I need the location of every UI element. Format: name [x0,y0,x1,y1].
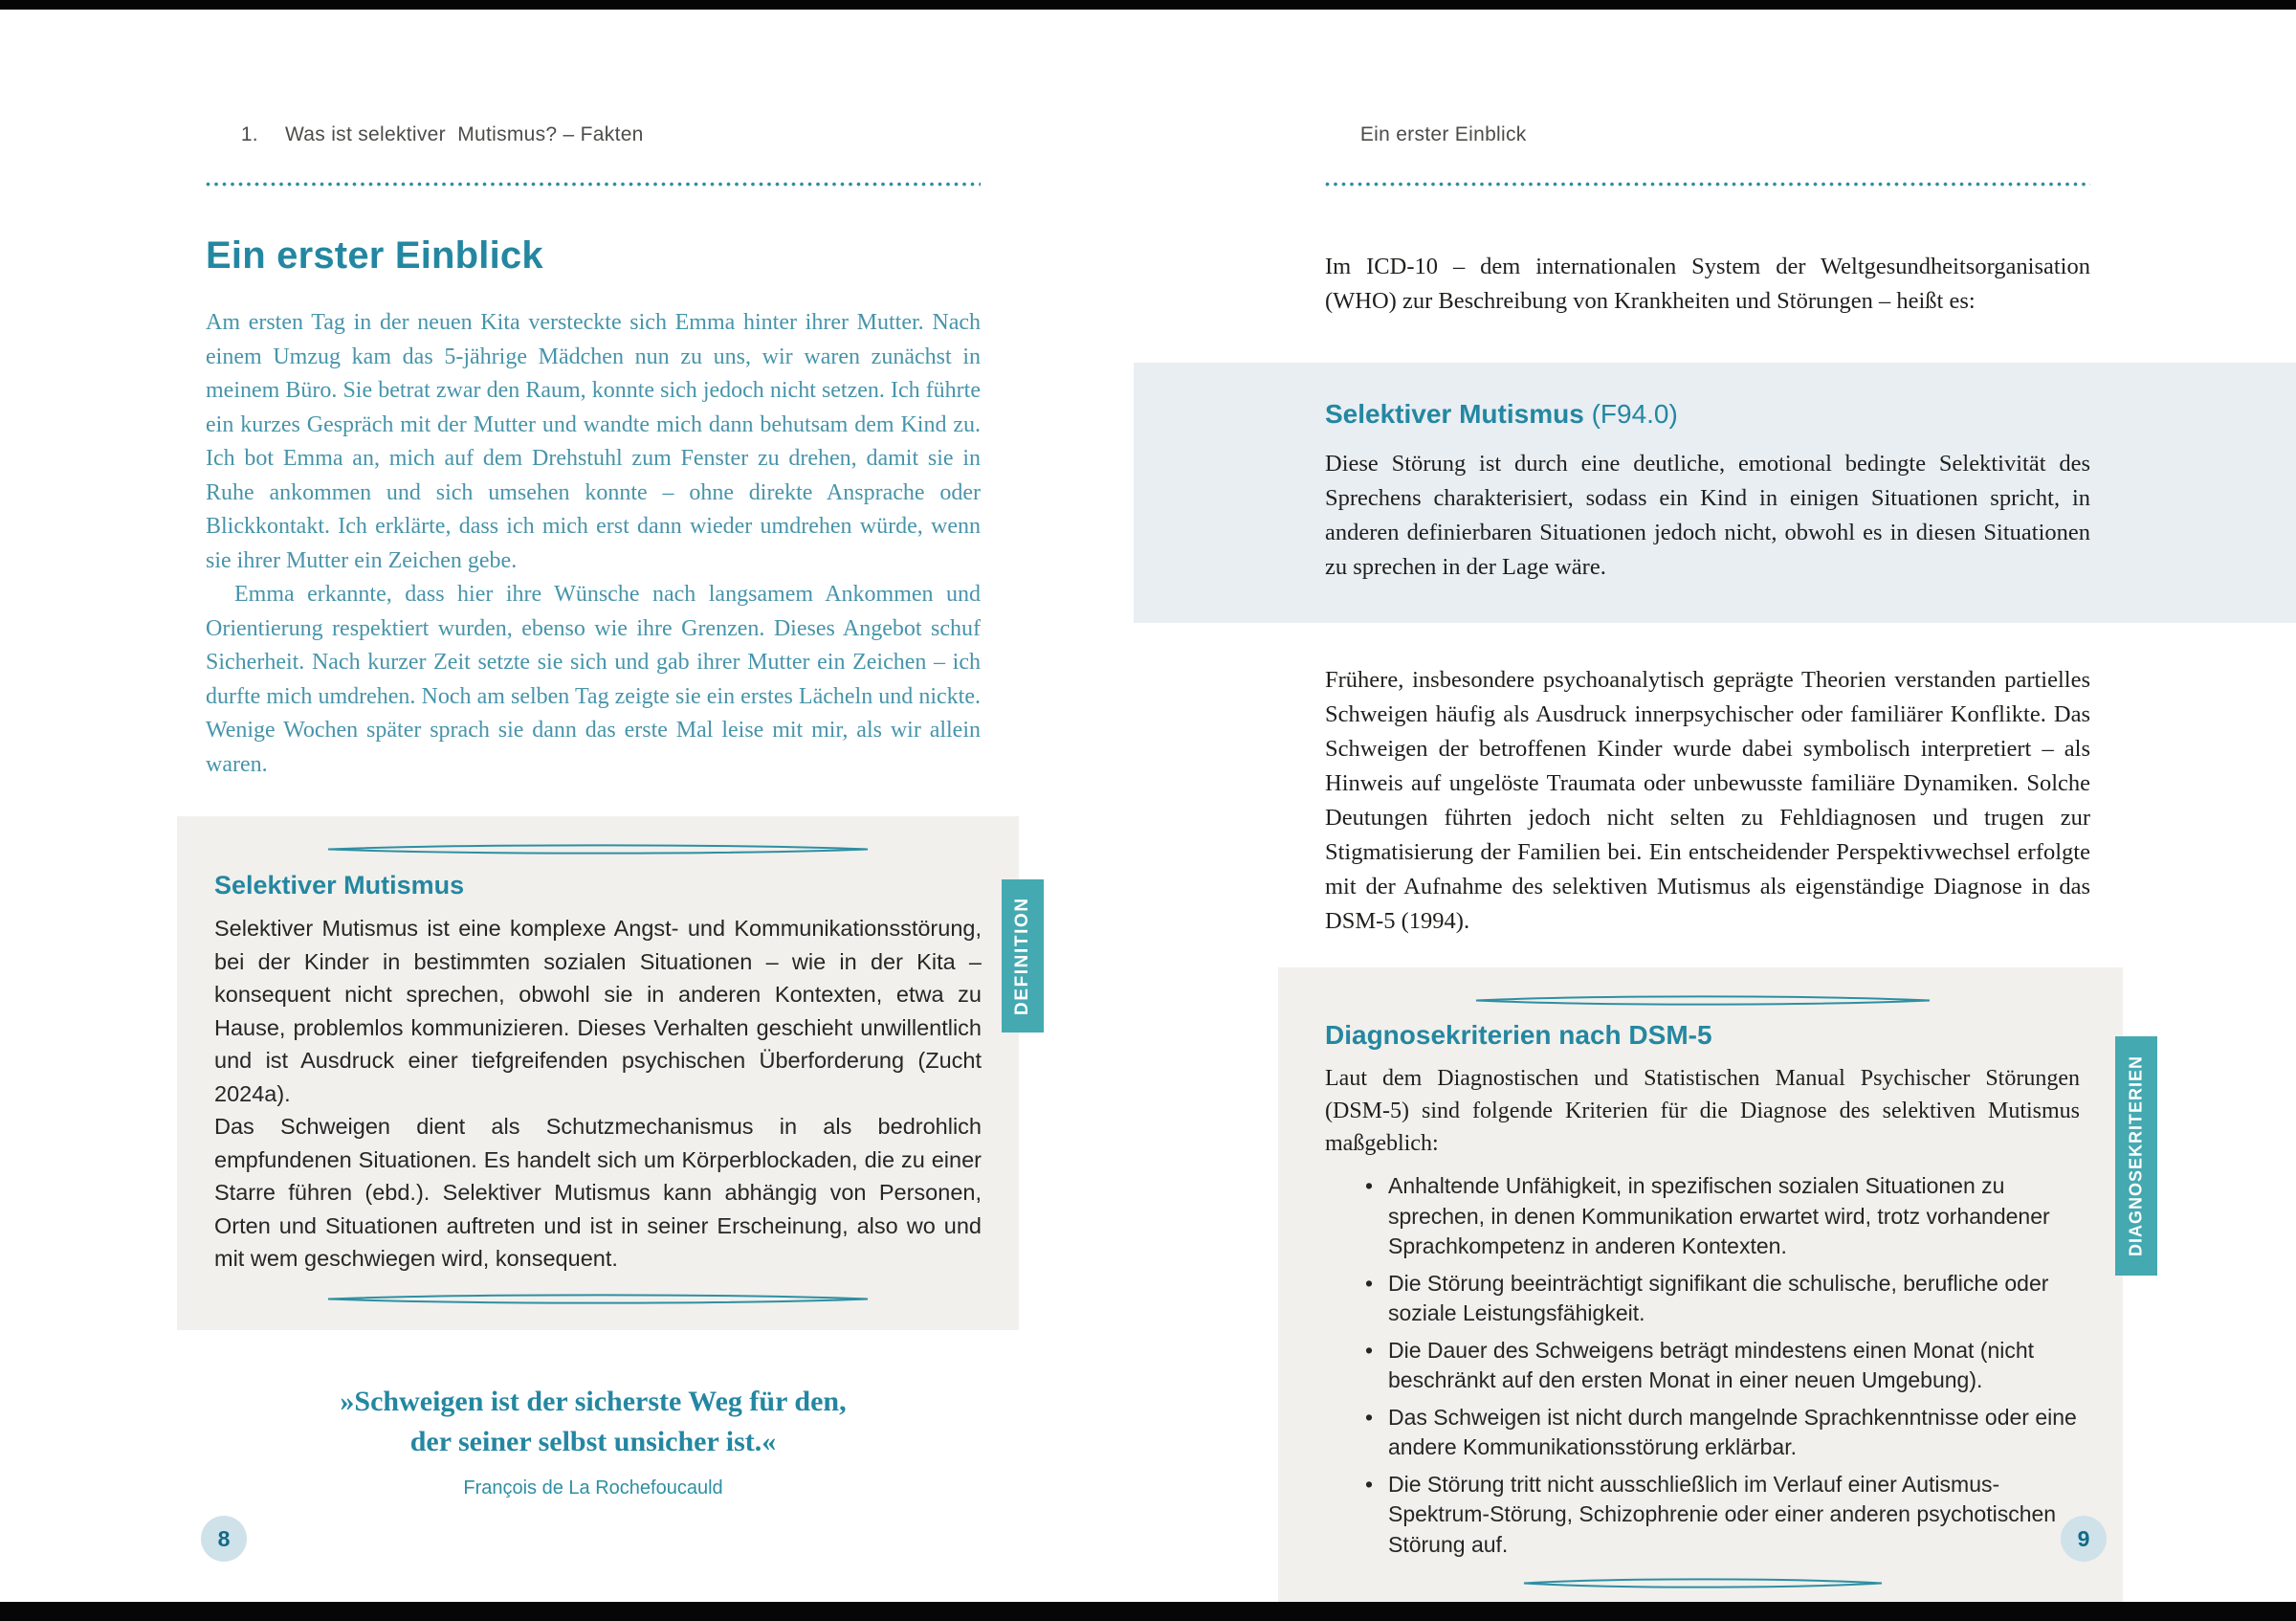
dsm-criterion: • Die Störung tritt nicht ausschließlich im Verlauf einer Autismus-Spektrum-Störung, Schizophrenie oder einer anderen psychotischen Störung auf. [1363,1470,2080,1561]
dsm-box-title: Diagnosekriterien nach DSM-5 [1325,1020,1712,1050]
running-header-left [206,100,981,169]
definition-paragraph: Selektiver Mutismus ist eine komplexe Angst- und Kommunikationsstörung, bei der Kinder in bestimmten sozialen Situationen – wie in der Kita – konsequent nicht sprechen, obwohl sie in anderen Kontexten, etwa zu Hause, problemlos kommunizieren. Dieses Verhalten geschieht unwillentlich und ist Ausdruck einer tiefgreifenden psychischen Überforderung (Zucht 2024a). [214,916,982,1106]
running-header-text: Ein erster Einblick [1359,123,1527,145]
quote-line: »Schweigen ist der sicherste Weg für den, [340,1385,847,1417]
narrative-paragraph: Am ersten Tag in der neuen Kita versteckte sich Emma hinter ihrer Mutter. Nach einem Umzug kam das 5-jährige Mädchen nun zu uns, wir waren zunächst in meinem Büro. Sie betrat zwar den Raum, konnte sich jedoch nicht setzen. Ich führte ein kurzes Gespräch mit der Mutter und wandte mich dann behutsam dem Kind zu. Ich bot Emma an, mich auf dem Drehstuhl zum Fenster zu drehen, damit sie in Ruhe ankommen und sich umsehen konnte – ohne direkte Ansprache oder Blickkontakt. Ich erklärte, dass ich mich erst dann wieder umdrehen würde, wenn sie ihrer Mutter ein Zeichen gebe. [206,310,981,573]
top-edge-bar [0,0,2296,10]
divider-flourish-icon [325,843,871,855]
page-number-badge: 8 [201,1516,247,1562]
divider-flourish-icon [1473,994,1932,1007]
bottom-edge-bar [0,1602,2296,1621]
icd-box-title [1325,399,2090,430]
book-spread [0,10,2296,1602]
dsm-criterion: • Die Dauer des Schweigens beträgt mindestens einen Monat (nicht beschränkt auf den ersten Monat in einer neuen Umgebung). [1363,1336,2080,1396]
page-left [0,10,1148,1602]
dsm-criterion: • Das Schweigen ist nicht durch mangelnde Sprachkenntnisse oder eine andere Kommunikationsstörung erklärbar. [1363,1403,2080,1463]
definition-margin-tab: DEFINITION [1002,879,1044,1033]
dsm-criteria-box [1278,967,2146,1614]
chapter-title: Was ist selektiver Mutismus? – Fakten [284,123,644,145]
icd-intro-paragraph: Im ICD-10 – dem internationalen System der Weltgesundheitsorganisation (WHO) zur Beschreibung von Krankheiten und Störungen – heißt es: [1325,254,2090,314]
dsm-criterion: • Die Störung beeinträchtigt signifikant die schulische, berufliche oder soziale Leistungsfähigkeit. [1363,1269,2080,1329]
dotted-rule [206,182,981,187]
definition-box [177,816,1032,1330]
dsm-criterion: • Anhaltende Unfähigkeit, in spezifischen sozialen Situationen zu sprechen, in denen Kommunikation erwartet wird, trotz vorhandener Sprachkompetenz in anderen Kontexten. [1363,1171,2080,1262]
icd-quote-box [1134,363,2296,623]
definition-box-body [214,912,982,1276]
running-header-right [1325,100,2090,169]
divider-flourish-icon [325,1293,871,1305]
dotted-rule [1325,182,2090,187]
page-right [1148,10,2296,1602]
section-title: Ein erster Einblick [206,234,543,277]
narrative-paragraph: Emma erkannte, dass hier ihre Wünsche nach langsamem Ankommen und Orientierung respektiert wurden, ebenso wie ihre Grenzen. Dieses Angebot schuf Sicherheit. Nach kurzer Zeit setzte sie sich und gab ihrer Mutter ein Zeichen – ich durfte mich umdrehen. Noch am selben Tag zeigte sie ein erstes Lächeln und nickte. Wenige Wochen später sprach sie dann das erste Mal leise mit mir, als wir allein waren. [206,582,981,777]
quote-line: der seiner selbst unsicher ist.« [409,1425,777,1457]
definition-paragraph: Das Schweigen dient als Schutzmechanismus in als bedrohlich empfundenen Situationen. Es handelt sich um Körperblockaden, die zu einer Starre führen (ebd.). Selektiver Mutismus kann abhängig von Personen, Orten und Situationen auftreten und ist in seiner Erscheinung, also wo und mit wem geschwiegen wird, konsequent. [214,1114,982,1271]
quote-attribution: François de La Rochefoucauld [463,1477,723,1499]
case-narrative [206,306,981,782]
chapter-number: 1. [240,123,258,145]
dsm-criteria-list [1363,1171,2080,1560]
dsm-margin-tab: DIAGNOSEKRITERIEN [2115,1036,2157,1276]
page-number-badge: 9 [2061,1516,2107,1562]
icd-box-title-text: Selektiver Mutismus [1325,399,1584,429]
icd-code: (F94.0) [1591,399,1678,429]
dsm-box-intro: Laut dem Diagnostischen und Statistischen Manual Psychischer Störungen (DSM-5) sind folgende Kriterien für die Diagnose des selektiven Mutismus maßgeblich: [1325,1066,2080,1156]
pull-quote [206,1382,981,1462]
divider-flourish-icon [1521,1577,1885,1589]
definition-box-title: Selektiver Mutismus [214,871,465,899]
history-paragraph: Frühere, insbesondere psychoanalytisch geprägte Theorien verstanden partielles Schweigen häufig als Ausdruck innerpsychischer oder familiärer Konflikte. Das Schweigen der betroffenen Kinder wurde dabei symbolisch interpretiert – als Hinweis auf ungelöste Traumata oder unbewusste familiäre Dynamiken. Solche Deutungen führten jedoch nicht selten zu Fehldiagnosen und trugen zur Stigmatisierung der Familien bei. Ein entscheidender Perspektivwechsel erfolgte mit der Aufnahme des selektiven Mutismus als eigenständige Diagnose in das DSM-5 (1994). [1325,667,2090,934]
icd-box-body: Diese Störung ist durch eine deutliche, emotional bedingte Selektivität des Sprechens charakterisiert, sodass ein Kind in einigen Situationen spricht, in anderen definierbaren Situationen jedoch nicht, obwohl es in diesen Situationen zu sprechen in der Lage wäre. [1325,451,2090,580]
